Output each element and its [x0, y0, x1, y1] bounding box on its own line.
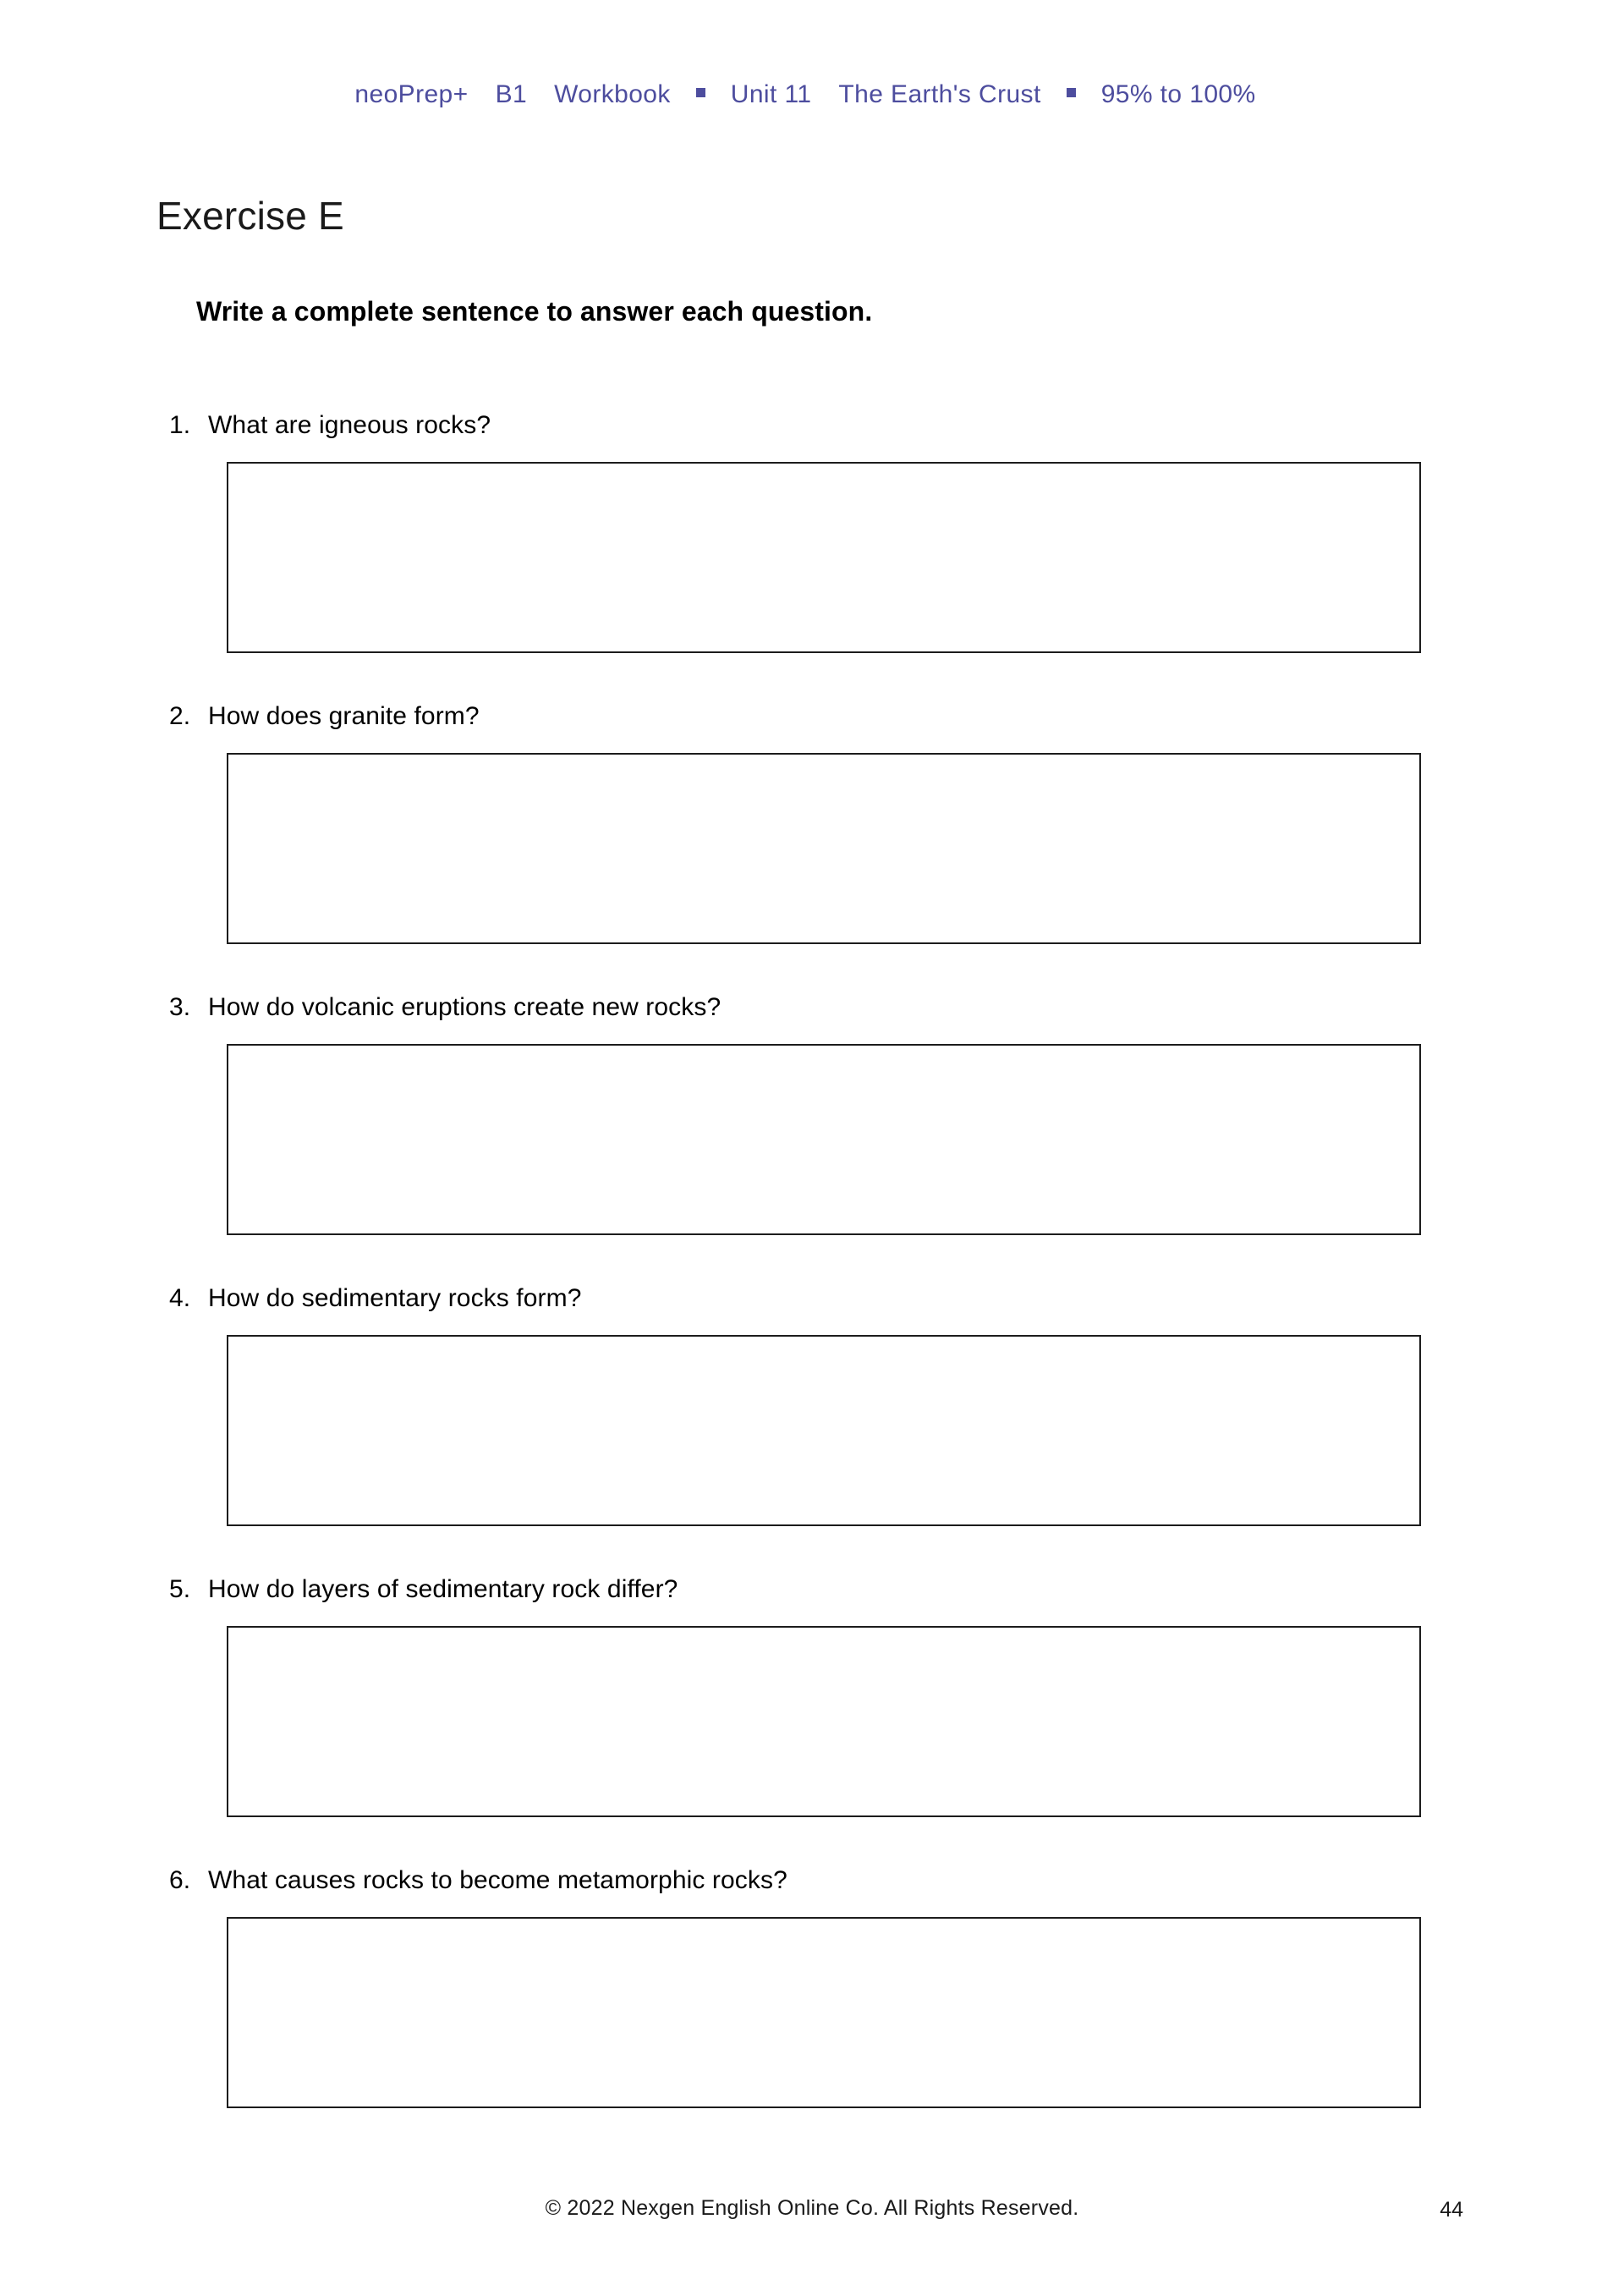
breadcrumb-item: Workbook — [554, 80, 671, 108]
breadcrumb-item: neoPrep+ — [354, 80, 469, 108]
page-footer — [0, 2196, 1624, 2230]
breadcrumb-item: Unit 11 — [730, 80, 812, 108]
answer-box[interactable] — [227, 462, 1421, 653]
question-block — [0, 1575, 1624, 1817]
square-bullet-icon — [696, 88, 705, 97]
question-line — [0, 1575, 1624, 1604]
question-line — [0, 1866, 1624, 1895]
question-list — [0, 411, 1624, 2108]
question-text: What are igneous rocks? — [208, 411, 491, 439]
breadcrumb-item: The Earth's Crust — [838, 80, 1041, 108]
answer-box[interactable] — [227, 1335, 1421, 1526]
question-block — [0, 1284, 1624, 1526]
question-number: 1. — [169, 411, 191, 439]
copyright-notice: © 2022 Nexgen English Online Co. All Rights Reserved. — [545, 2196, 1079, 2220]
question-line — [0, 702, 1624, 731]
question-number: 2. — [169, 702, 191, 730]
question-text: How does granite form? — [208, 702, 480, 730]
question-number: 3. — [169, 993, 191, 1021]
question-line — [0, 1284, 1624, 1313]
question-text: How do volcanic eruptions create new rocks? — [208, 993, 721, 1021]
answer-box[interactable] — [227, 753, 1421, 944]
question-line — [0, 993, 1624, 1022]
question-number: 5. — [169, 1575, 191, 1603]
breadcrumb-item: B1 — [495, 80, 528, 108]
question-text: How do sedimentary rocks form? — [208, 1284, 582, 1312]
answer-box[interactable] — [227, 1626, 1421, 1817]
question-block — [0, 1866, 1624, 2108]
page-number: 44 — [1440, 2198, 1463, 2222]
question-block — [0, 993, 1624, 1235]
question-line — [0, 411, 1624, 440]
question-text: How do layers of sedimentary rock differ? — [208, 1575, 678, 1603]
square-bullet-icon — [1067, 88, 1076, 97]
question-number: 6. — [169, 1866, 191, 1894]
answer-box[interactable] — [227, 1917, 1421, 2108]
question-block — [0, 702, 1624, 944]
breadcrumb-item: 95% to 100% — [1100, 80, 1256, 108]
answer-box[interactable] — [227, 1044, 1421, 1235]
breadcrumb — [0, 80, 1624, 109]
page-title: Exercise E — [156, 194, 344, 238]
exercise-instruction: Write a complete sentence to answer each question. — [196, 296, 873, 327]
question-block — [0, 411, 1624, 653]
question-text: What causes rocks to become metamorphic rocks? — [208, 1866, 787, 1894]
question-number: 4. — [169, 1284, 191, 1312]
